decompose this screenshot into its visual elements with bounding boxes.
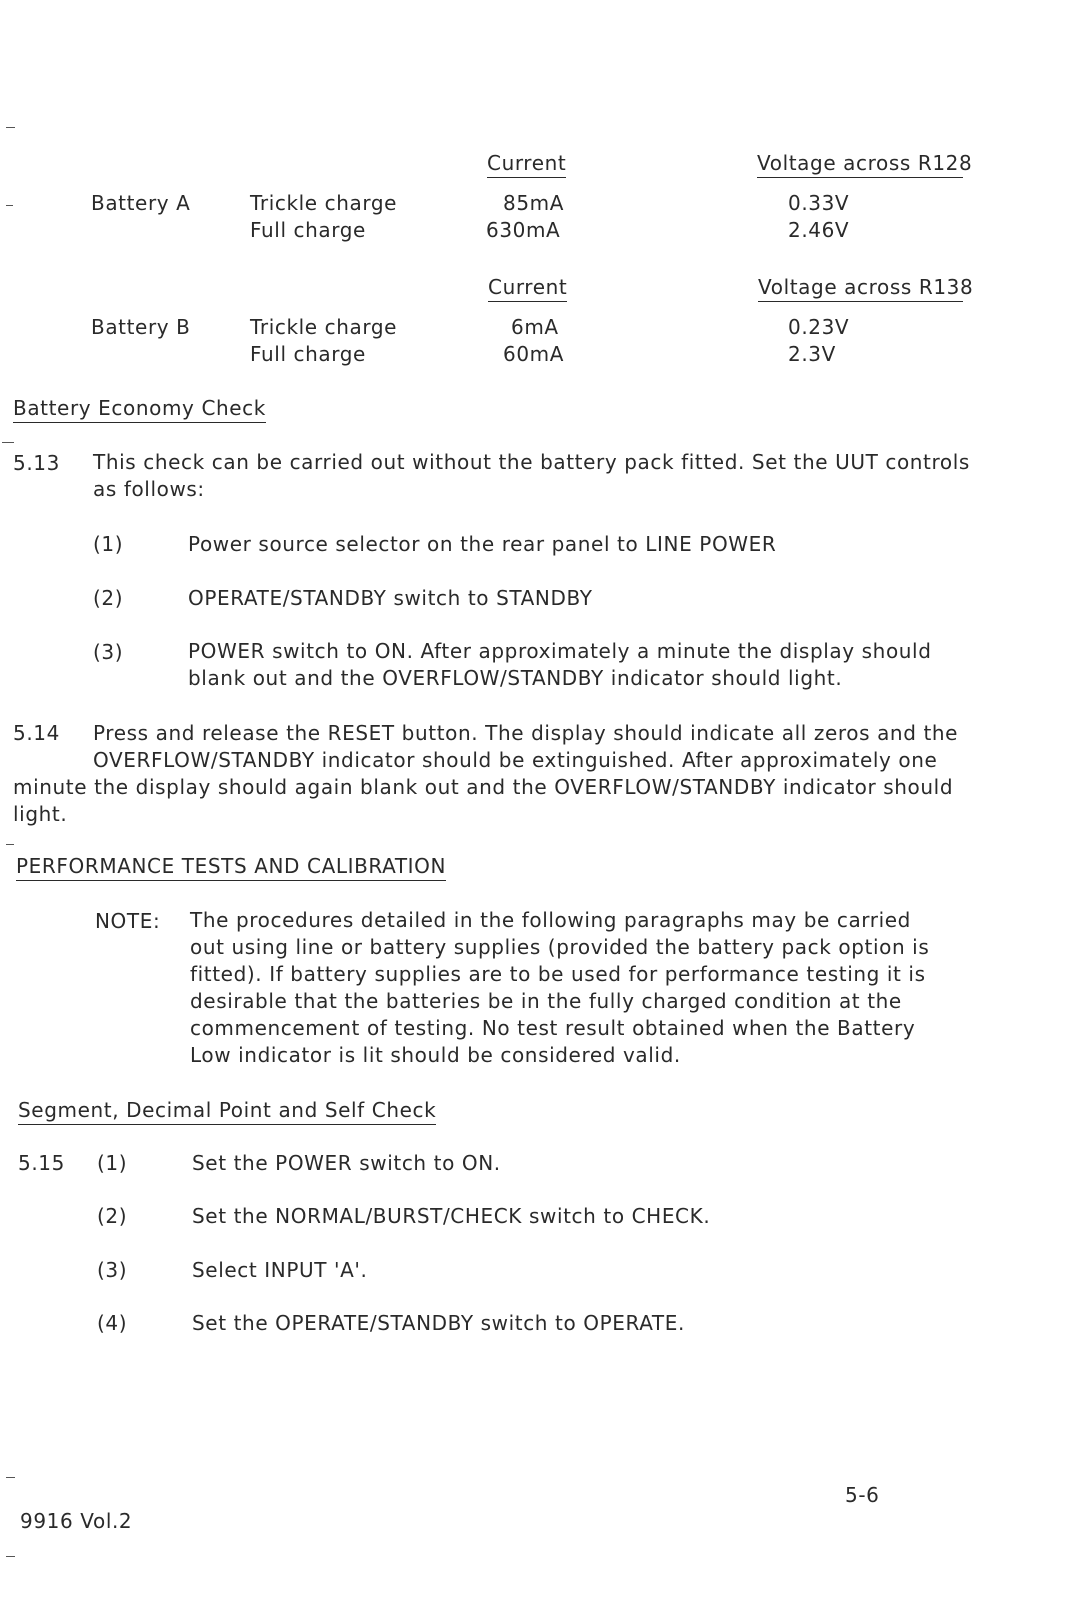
current-value: 60mA xyxy=(503,342,565,366)
step-text: Select INPUT 'A'. xyxy=(192,1258,368,1282)
paragraph-line: OVERFLOW/STANDBY indicator should be extinguished. After approximately one xyxy=(93,748,938,772)
step-number: (2) xyxy=(97,1204,128,1228)
battery-label: Battery A xyxy=(91,191,191,215)
paragraph-line: Press and release the RESET button. The display should indicate all zeros and the xyxy=(93,721,959,745)
section-heading: PERFORMANCE TESTS AND CALIBRATION xyxy=(16,853,446,881)
note-label: NOTE: xyxy=(95,909,161,933)
document-reference: 9916 Vol.2 xyxy=(20,1509,133,1533)
current-column-header: Current xyxy=(487,150,566,178)
voltage-value: 2.46V xyxy=(788,218,850,242)
current-value: 630mA xyxy=(486,218,561,242)
charge-mode: Full charge xyxy=(250,218,366,242)
scan-mark xyxy=(6,844,14,845)
scan-mark xyxy=(6,1477,15,1478)
scan-mark xyxy=(6,1556,15,1557)
step-text: Set the NORMAL/BURST/CHECK switch to CHECK. xyxy=(192,1204,711,1228)
step-number: (1) xyxy=(93,532,124,556)
current-value: 6mA xyxy=(511,315,559,339)
voltage-column-header: Voltage across R128 xyxy=(757,150,963,178)
step-text: Set the POWER switch to ON. xyxy=(192,1151,501,1175)
paragraph-line: minute the display should again blank out and the OVERFLOW/STANDBY indicator should xyxy=(13,775,954,799)
page-number: 5-6 xyxy=(845,1483,880,1507)
paragraph-number: 5.14 xyxy=(13,721,60,745)
current-column-header: Current xyxy=(488,274,567,302)
step-number: (2) xyxy=(93,586,124,610)
step-text: POWER switch to ON. After approximately a minute the display should blank out and the OVERFLOW/STANDBY indicator should light. xyxy=(188,639,932,690)
current-value: 85mA xyxy=(503,191,565,215)
section-heading: Segment, Decimal Point and Self Check xyxy=(18,1097,436,1125)
step-number: (4) xyxy=(97,1311,128,1335)
voltage-value: 0.33V xyxy=(788,191,850,215)
battery-label: Battery B xyxy=(91,315,191,339)
paragraph-number: 5.13 xyxy=(13,451,60,475)
charge-mode: Trickle charge xyxy=(250,315,398,339)
step-text: OPERATE/STANDBY switch to STANDBY xyxy=(188,586,593,610)
voltage-column-header: Voltage across R138 xyxy=(758,274,963,302)
paragraph-text: This check can be carried out without the battery pack fitted. Set the UUT controls as follows: xyxy=(93,450,970,501)
scan-mark xyxy=(2,442,14,443)
charge-mode: Full charge xyxy=(250,342,366,366)
voltage-value: 2.3V xyxy=(788,342,836,366)
paragraph-line: light. xyxy=(13,802,68,826)
charge-mode: Trickle charge xyxy=(250,191,398,215)
scan-mark xyxy=(6,205,13,206)
step-text: Power source selector on the rear panel to LINE POWER xyxy=(188,532,777,556)
scan-mark xyxy=(6,127,15,128)
voltage-value: 0.23V xyxy=(788,315,850,339)
step-number: (3) xyxy=(97,1258,128,1282)
step-number: (3) xyxy=(93,640,124,664)
section-heading: Battery Economy Check xyxy=(13,395,266,423)
note-text: The procedures detailed in the following paragraphs may be carried out using line or battery supplies (provided the battery pack option is fitted). If battery supplies are to be used for performance testing it is desirable that the batteries be in the fully charged condition at the commencement of testing. No test result obtained when the Battery Low indicator is lit should be considered valid. xyxy=(190,908,930,1067)
step-text: Set the OPERATE/STANDBY switch to OPERATE. xyxy=(192,1311,685,1335)
step-number: (1) xyxy=(97,1151,128,1175)
paragraph-number: 5.15 xyxy=(18,1151,65,1175)
